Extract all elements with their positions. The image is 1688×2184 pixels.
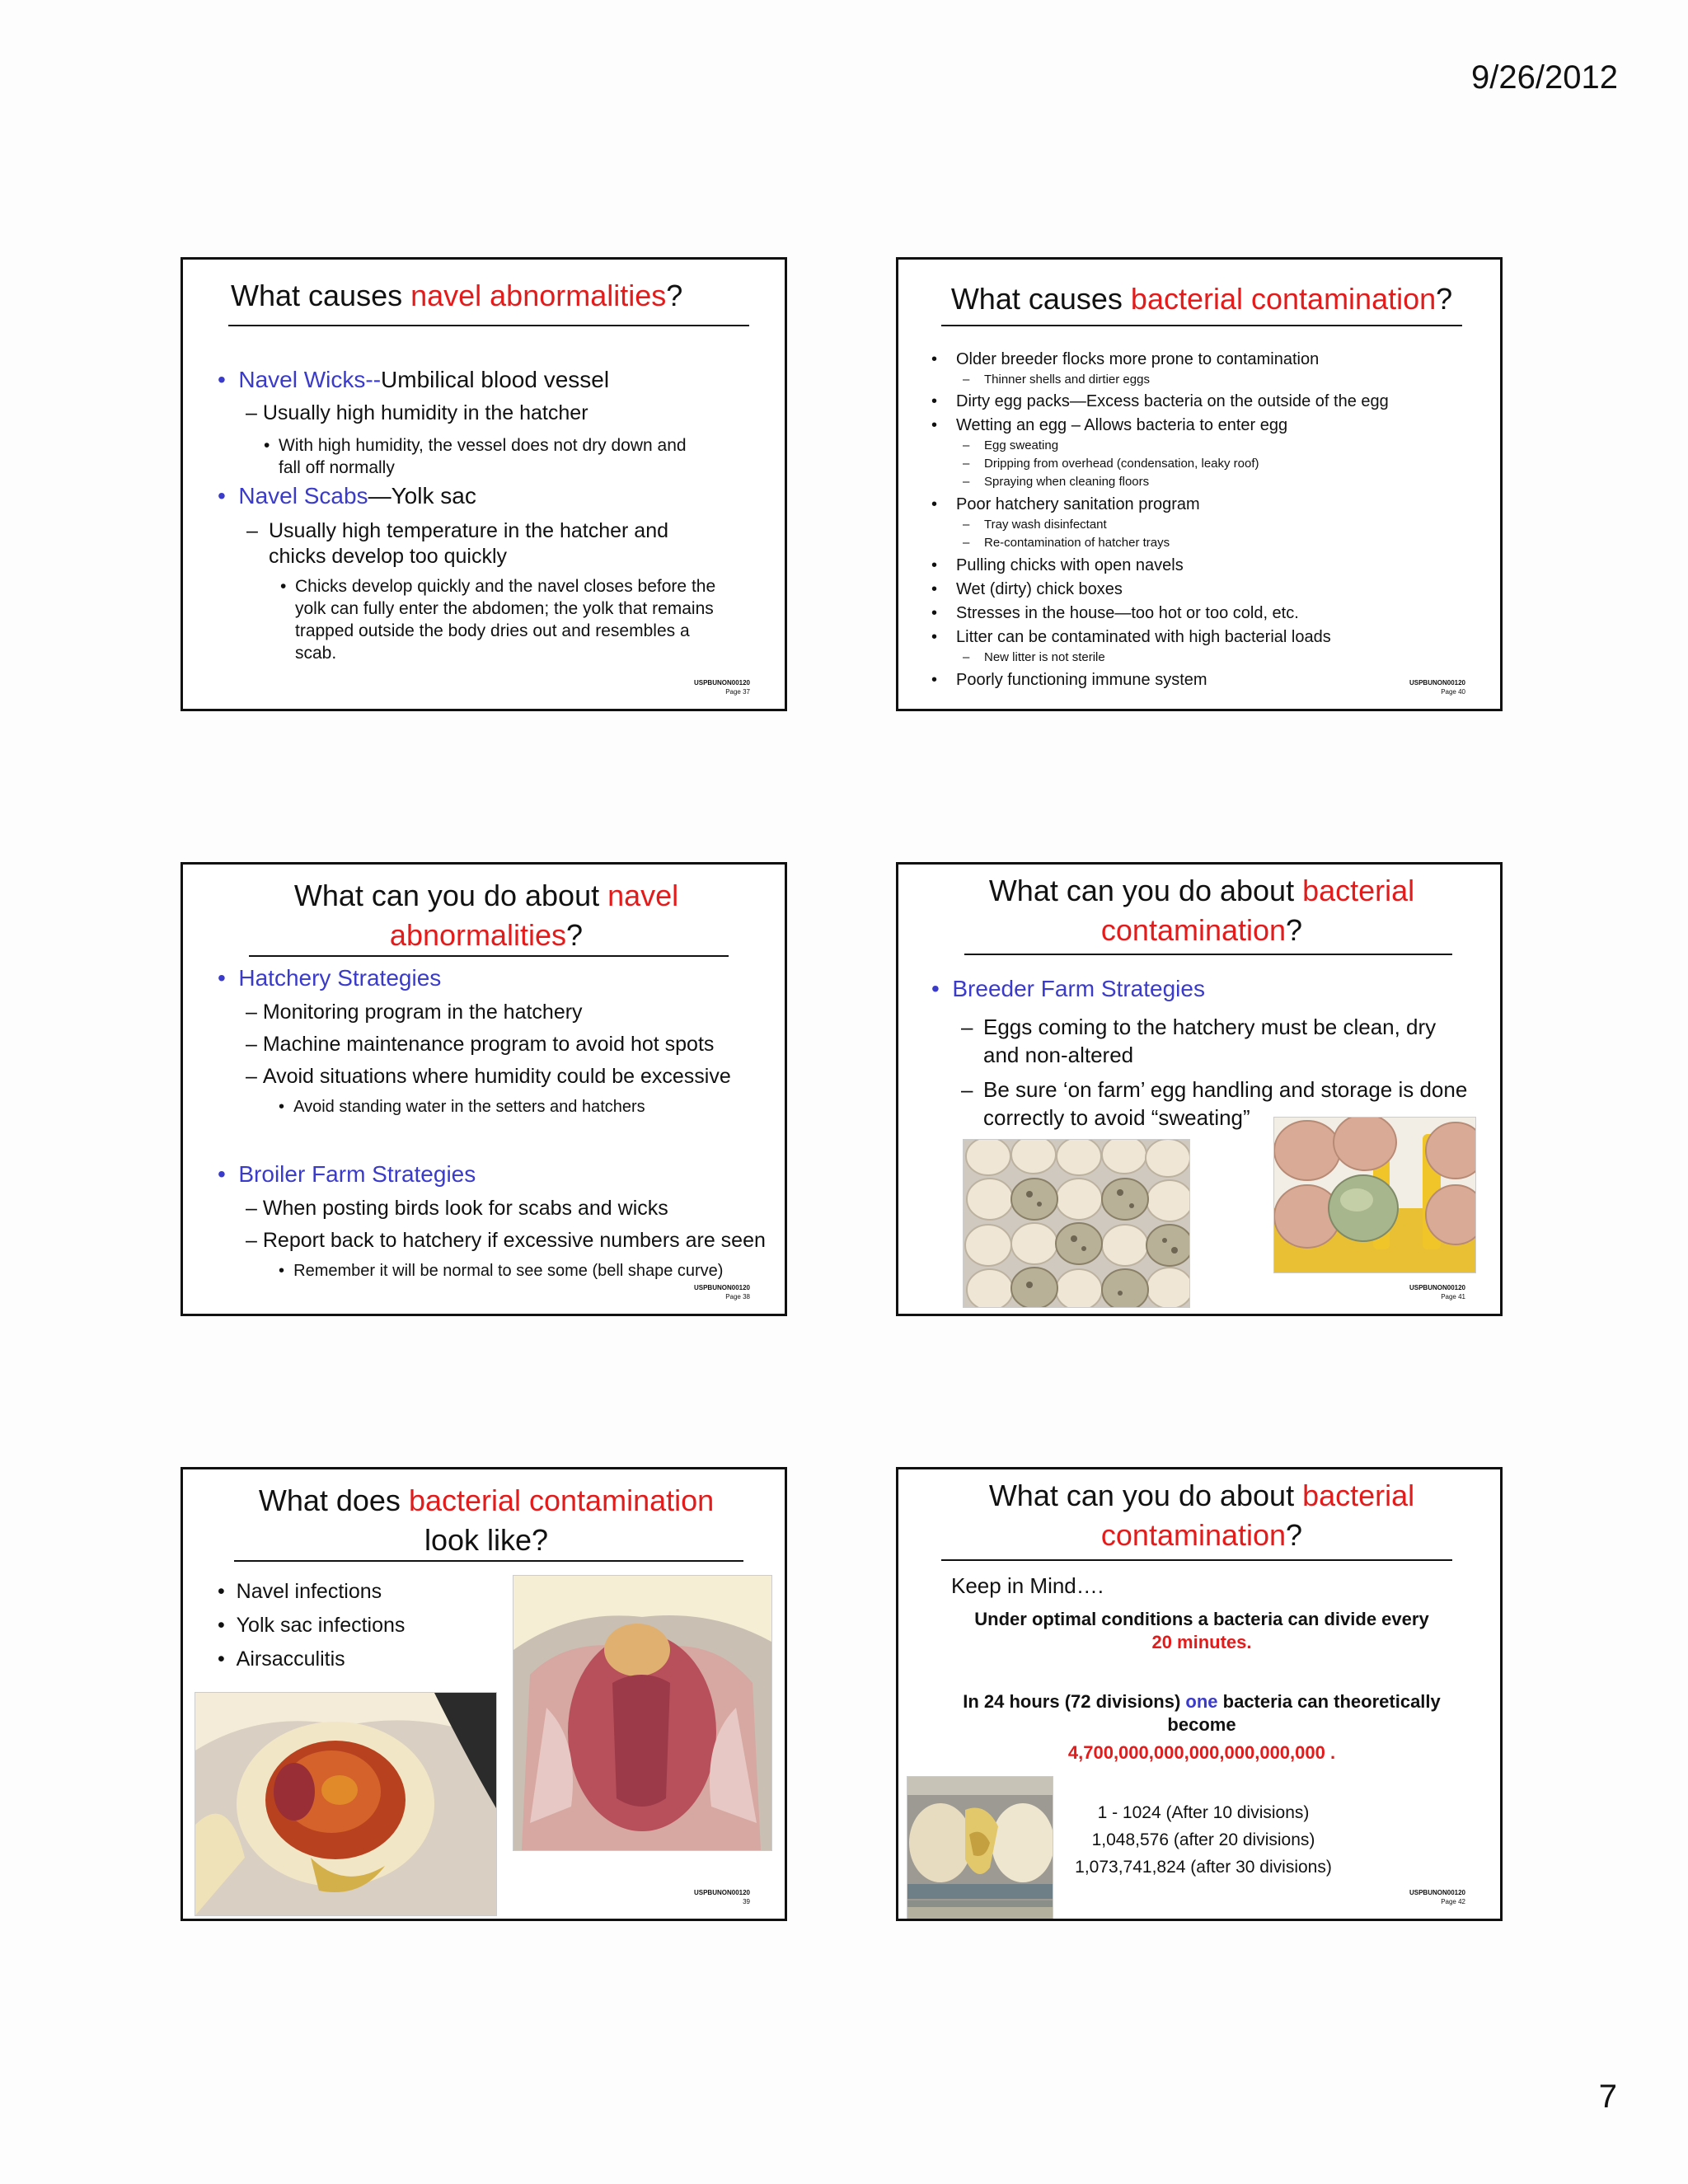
slide-footer: USPBUNON00120 Page 37 bbox=[693, 679, 750, 696]
slide-page-37 bbox=[181, 257, 787, 711]
slide-page-41 bbox=[896, 862, 1503, 1316]
title-underline bbox=[234, 1560, 743, 1562]
bullet-item: • Yolk sac infections bbox=[218, 1614, 406, 1637]
slide-page-42 bbox=[896, 1467, 1503, 1921]
sub-sub-bullet: • With high humidity, the vessel does not dry down and fall off normally bbox=[264, 436, 687, 477]
sub-bullet: – Be sure ‘on farm’ egg handling and storage is done correctly to avoid “sweating” bbox=[961, 1077, 1468, 1130]
infected-chick-photo bbox=[195, 1692, 497, 1916]
bullet-hatchery-strategies: • Hatchery Strategies bbox=[218, 965, 442, 991]
title-underline bbox=[941, 1559, 1452, 1561]
slide-title: What can you do about bacterial contamination? bbox=[988, 874, 1415, 947]
divisions-list: 1 - 1024 (After 10 divisions) 1,048,576 (after 20 divisions) 1,073,741,824 (after 30 divisions) bbox=[1075, 1803, 1332, 1877]
sub-bullet: – Avoid situations where humidity could be excessive bbox=[246, 1065, 731, 1088]
big-number: 4,700,000,000,000,000,000,000 . bbox=[1067, 1742, 1336, 1763]
header-date: 9/26/2012 bbox=[1471, 59, 1618, 96]
slide-title: What can you do about navel abnormalities? bbox=[293, 879, 679, 952]
slide-footer: USPBUNON00120 Page 40 bbox=[1409, 679, 1465, 696]
bullet-item: • Navel infections bbox=[218, 1580, 382, 1603]
sub-bullet: – Usually high humidity in the hatcher bbox=[246, 401, 588, 424]
cracked-egg-photo bbox=[907, 1776, 1053, 1920]
sub-bullet: – When posting birds look for scabs and wicks bbox=[246, 1197, 668, 1220]
bullet-navel-wicks: • Navel Wicks--Umbilical blood vessel bbox=[218, 367, 610, 392]
sub-bullet: – Monitoring program in the hatchery bbox=[246, 1001, 583, 1024]
title-underline bbox=[228, 325, 749, 326]
slide-title: What causes bacterial contamination? bbox=[950, 282, 1453, 316]
slide-title: What causes navel abnormalities? bbox=[231, 279, 683, 312]
bullet-broiler-farm-strategies: • Broiler Farm Strategies bbox=[218, 1161, 476, 1187]
slide-page-39 bbox=[181, 1467, 787, 1921]
slide-footer: USPBUNON00120 39 bbox=[693, 1889, 750, 1905]
sub-bullet: – Eggs coming to the hatchery must be clean, dry and non-altered bbox=[961, 1015, 1437, 1067]
sub-bullet: – Usually high temperature in the hatcher and chicks develop too quickly bbox=[246, 519, 669, 568]
slide-footer: USPBUNON00120 Page 41 bbox=[1409, 1284, 1465, 1301]
sub-sub-bullet: • Avoid standing water in the setters and hatchers bbox=[279, 1098, 645, 1116]
bullet-breeder-farm-strategies: • Breeder Farm Strategies bbox=[931, 976, 1205, 1001]
moldy-eggs-photo bbox=[1273, 1117, 1476, 1273]
title-underline bbox=[964, 954, 1452, 955]
growth-note: In 24 hours (72 divisions) one bacteria can theoretically become bbox=[963, 1691, 1441, 1735]
bullet-navel-scabs: • Navel Scabs—Yolk sac bbox=[218, 483, 476, 509]
bullet-list: • Older breeder flocks more prone to contamination – Thinner shells and dirtier eggs • Dirty egg packs—Excess bacteria on the outside of the egg • Wetting an egg – Allows bacteria to enter egg – Egg sweating – Dripping from overhead (condensation, leaky roof) – Spraying when cleaning floors • Poor hatchery sanitation program – Tray wash disinfectant – Re-contamination of hatcher trays • Pulling chicks with open navels • Wet (dirty) chick boxes • Stresses in the house—too hot or too cold, etc. • Litter can be contaminated with high bacterial loads – New litter is not sterile • Poorly functioning immune system bbox=[931, 350, 1389, 689]
sub-bullet: – Report back to hatchery if excessive numbers are seen bbox=[246, 1229, 766, 1252]
division-note: Under optimal conditions a bacteria can divide every 20 minutes. bbox=[974, 1609, 1429, 1652]
sub-bullet: – Machine maintenance program to avoid hot spots bbox=[246, 1033, 715, 1056]
dirty-eggs-photo bbox=[963, 1139, 1190, 1308]
slide-title: What can you do about bacterial contamination? bbox=[988, 1479, 1415, 1552]
slide-page-40 bbox=[896, 257, 1503, 711]
title-underline bbox=[249, 955, 729, 957]
bullet-item: • Airsacculitis bbox=[218, 1647, 345, 1671]
slide-page-38 bbox=[181, 862, 787, 1316]
slide-footer: USPBUNON00120 Page 38 bbox=[693, 1284, 750, 1301]
keep-in-mind: Keep in Mind…. bbox=[951, 1573, 1104, 1598]
airsacculitis-chick-photo bbox=[513, 1575, 772, 1851]
slide-footer: USPBUNON00120 Page 42 bbox=[1409, 1889, 1465, 1905]
slide-title: What does bacterial contamination look like? bbox=[258, 1483, 715, 1557]
sub-sub-bullet: • Chicks develop quickly and the navel closes before the yolk can fully enter the abdomen; the yolk that remains trapped outside the body dries out and resembles a scab. bbox=[280, 577, 716, 663]
sub-sub-bullet: • Remember it will be normal to see some (bell shape curve) bbox=[279, 1262, 724, 1280]
page-number: 7 bbox=[1598, 2079, 1617, 2115]
